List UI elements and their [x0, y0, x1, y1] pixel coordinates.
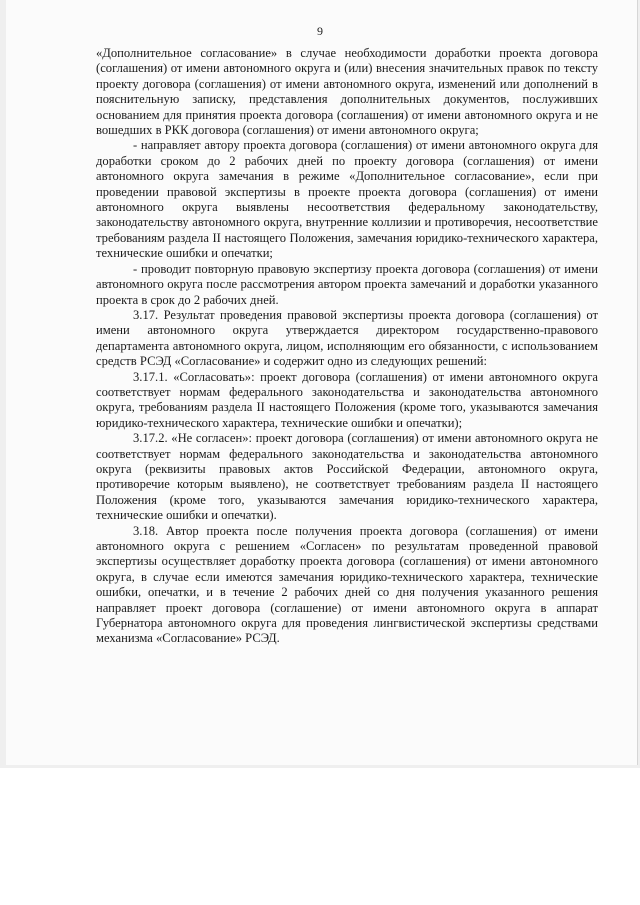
page-number: 9: [317, 24, 323, 38]
document-body: [96, 46, 598, 647]
paragraph-section-3-17: 3.17. Результат проведения правовой экспертизы проекта договора (соглашения) от имени автономного округа утверждается директором государственно-правового департамента автономного округа, лицом, исполняющим его обязанности, с использованием средств РСЭД «Согласование» и содержит одно из следующих решений:: [96, 307, 598, 369]
paragraph-section-3-18: 3.18. Автор проекта после получения проекта договора (соглашения) от имени автономного округа с решением «Согласен» по результатам проведенной правовой экспертизы осуществляет доработку проекта договора (соглашения) от имени автономного округа, в случае если имеются замечания юридико-технического характера, технические ошибки, опечатки, и в течение 2 рабочих дней со дня получения указанного решения направляет проект договора (соглашение) от имени автономного округа в аппарат Губернатора автономного округа для проведения лингвистической экспертизы средствами механизма «Согласование» РСЭД.: [96, 523, 598, 646]
blank-bottom-area: [0, 768, 640, 905]
paragraph-section-3-17-2: 3.17.2. «Не согласен»: проект договора (соглашения) от имени автономного округа не соответствует нормам федерального законодательства и законодательства автономного округа (реквизиты правовых актов Российской Федерации, автономного округа, противоречие которым выявлено), не соответствует требованиям раздела II настоящего Положения (кроме того, указываются замечания юридико-технического характера, технические ошибки и опечатки).: [96, 431, 598, 523]
paragraph-additional-approval: «Дополнительное согласование» в случае необходимости доработки проекта договора (соглашения) от имени автономного округа и (или) внесения значительных правок по тексту проекту договора (соглашения) от имени автономного округа, изменений или дополнений в пояснительную записку, представления дополнительных документов, послуживших основанием для принятия проекта договора (соглашения) от имени автономного округа и не вошедших в РКК договора (соглашения) от имени автономного округа;: [96, 46, 598, 138]
paragraph-sends-remarks: - направляет автору проекта договора (соглашения) от имени автономного округа для доработки сроком до 2 рабочих дней по проекту договора (соглашения) от имени автономного округа замечания в режиме «Дополнительное согласование», если при проведении правовой экспертизы в проекте проекта договора (соглашения) от имени автономного округа выявлены несоответствия федеральному законодательству, законодательству автономного округа, внутренние коллизии и противоречия, несоответствие требованиям раздела II настоящего Положения, замечания юридико-технического характера, технические ошибки и опечатки;: [96, 138, 598, 261]
paragraph-section-3-17-1: 3.17.1. «Согласовать»: проект договора (соглашения) от имени автономного округа соответствует нормам федерального законодательства и законодательства автономного округа, требованиям раздела II настоящего Положения (кроме того, указываются замечания юридико-технического характера, технические ошибки и опечатки);: [96, 369, 598, 430]
paragraph-repeat-expertise: - проводит повторную правовую экспертизу проекта договора (соглашения) от имени автономного округа после рассмотрения автором проекта замечаний и доработки указанного проекта в срок до 2 рабочих дней.: [96, 261, 598, 307]
